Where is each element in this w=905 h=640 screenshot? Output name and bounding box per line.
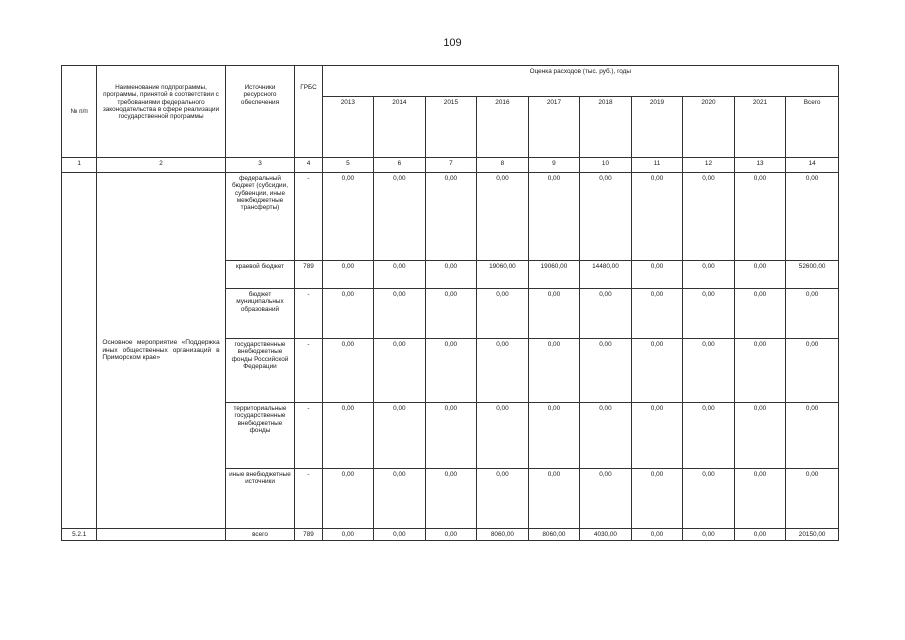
grbs-cell: - xyxy=(295,469,322,529)
value-cell: 0,00 xyxy=(425,173,477,261)
column-numbers-row xyxy=(62,158,839,173)
value-cell: 0,00 xyxy=(734,403,786,469)
value-cell: 0,00 xyxy=(477,403,529,469)
value-cell: 0,00 xyxy=(631,261,683,289)
col-header-name: Наименование подпрограммы, программы, принятой в соответствии с требованиями федерального законодательства в сфере реализации государственной программы xyxy=(97,66,225,158)
column-number: 6 xyxy=(374,158,426,173)
value-cell: 0,00 xyxy=(528,173,580,261)
source-cell: государственные внебюджетные фонды Российской Федерации xyxy=(225,339,295,403)
value-cell: 0,00 xyxy=(322,339,374,403)
source-cell: бюджет муниципальных образований xyxy=(225,289,295,339)
col-header-grbs: ГРБС xyxy=(295,66,322,158)
grbs-cell: - xyxy=(295,403,322,469)
value-cell: 0,00 xyxy=(528,289,580,339)
grbs-cell: - xyxy=(295,173,322,261)
value-cell: 0,00 xyxy=(786,469,839,529)
value-cell: 0,00 xyxy=(631,339,683,403)
value-cell: 0,00 xyxy=(631,469,683,529)
year-header: 2021 xyxy=(734,97,786,158)
value-cell: 0,00 xyxy=(374,403,426,469)
column-number: 5 xyxy=(322,158,374,173)
value-cell: 19060,00 xyxy=(477,261,529,289)
value-cell: 19060,00 xyxy=(528,261,580,289)
grbs-cell: 789 xyxy=(295,529,322,541)
column-number: 7 xyxy=(425,158,477,173)
year-header: 2015 xyxy=(425,97,477,158)
value-cell: 8060,00 xyxy=(477,529,529,541)
table-row xyxy=(62,173,839,261)
value-cell: 0,00 xyxy=(786,403,839,469)
year-header: 2016 xyxy=(477,97,529,158)
value-cell: 0,00 xyxy=(786,173,839,261)
value-cell: 0,00 xyxy=(631,529,683,541)
column-number: 9 xyxy=(528,158,580,173)
column-number: 4 xyxy=(295,158,322,173)
value-cell: 0,00 xyxy=(374,173,426,261)
value-cell: 0,00 xyxy=(477,173,529,261)
col-header-source: Источники ресурсного обеспечения xyxy=(225,66,295,158)
value-cell: 0,00 xyxy=(580,403,632,469)
column-number: 13 xyxy=(734,158,786,173)
page-number: 109 xyxy=(443,37,462,49)
year-header: 2014 xyxy=(374,97,426,158)
value-cell: 0,00 xyxy=(631,289,683,339)
value-cell: 0,00 xyxy=(734,289,786,339)
value-cell: 8060,00 xyxy=(528,529,580,541)
value-cell: 0,00 xyxy=(322,261,374,289)
value-cell: 0,00 xyxy=(683,261,735,289)
value-cell: 0,00 xyxy=(322,173,374,261)
grbs-cell: - xyxy=(295,339,322,403)
value-cell: 0,00 xyxy=(683,469,735,529)
value-cell: 0,00 xyxy=(528,403,580,469)
value-cell: 0,00 xyxy=(425,289,477,339)
value-cell: 0,00 xyxy=(374,529,426,541)
value-cell: 0,00 xyxy=(528,339,580,403)
year-header: 2017 xyxy=(528,97,580,158)
value-cell: 0,00 xyxy=(734,261,786,289)
year-header-total: Всего xyxy=(786,97,839,158)
row-number: 5.2.1 xyxy=(62,529,97,541)
value-cell: 0,00 xyxy=(322,469,374,529)
value-cell: 0,00 xyxy=(425,403,477,469)
source-cell: краевой бюджет xyxy=(225,261,295,289)
year-header: 2020 xyxy=(683,97,735,158)
value-cell: 0,00 xyxy=(580,469,632,529)
value-cell: 20150,00 xyxy=(786,529,839,541)
year-header: 2019 xyxy=(631,97,683,158)
value-cell: 0,00 xyxy=(631,403,683,469)
column-number: 14 xyxy=(786,158,839,173)
source-cell: территориальные государственные внебюджетные фонды xyxy=(225,403,295,469)
value-cell: 0,00 xyxy=(374,469,426,529)
value-cell: 0,00 xyxy=(683,289,735,339)
measure-title: Основное мероприятие «Поддержка иных общественных организаций в Приморском крае» xyxy=(97,173,225,529)
value-cell: 0,00 xyxy=(322,529,374,541)
value-cell: 14480,00 xyxy=(580,261,632,289)
source-cell-total: всего xyxy=(225,529,295,541)
value-cell: 0,00 xyxy=(683,339,735,403)
value-cell: 0,00 xyxy=(322,289,374,339)
value-cell: 0,00 xyxy=(734,469,786,529)
value-cell: 0,00 xyxy=(374,289,426,339)
value-cell: 0,00 xyxy=(374,339,426,403)
value-cell: 0,00 xyxy=(786,339,839,403)
value-cell: 0,00 xyxy=(528,469,580,529)
column-number: 12 xyxy=(683,158,735,173)
column-number: 10 xyxy=(580,158,632,173)
grbs-cell: - xyxy=(295,289,322,339)
source-cell: иные внебюджетные источники xyxy=(225,469,295,529)
header-row-top xyxy=(62,66,839,97)
value-cell: 0,00 xyxy=(322,403,374,469)
total-name-empty xyxy=(97,529,225,541)
value-cell: 0,00 xyxy=(477,339,529,403)
value-cell: 0,00 xyxy=(374,261,426,289)
col-header-number: № п/п xyxy=(62,66,97,158)
value-cell: 0,00 xyxy=(683,403,735,469)
column-number: 2 xyxy=(97,158,225,173)
value-cell: 0,00 xyxy=(580,339,632,403)
column-number: 3 xyxy=(225,158,295,173)
value-cell: 0,00 xyxy=(425,261,477,289)
value-cell: 0,00 xyxy=(734,173,786,261)
column-number: 11 xyxy=(631,158,683,173)
value-cell: 0,00 xyxy=(734,339,786,403)
total-row xyxy=(62,529,839,541)
value-cell: 0,00 xyxy=(477,469,529,529)
grbs-cell: 789 xyxy=(295,261,322,289)
column-number: 8 xyxy=(477,158,529,173)
row-number-empty xyxy=(62,173,97,529)
value-cell: 52600,00 xyxy=(786,261,839,289)
year-header: 2013 xyxy=(322,97,374,158)
value-cell: 0,00 xyxy=(477,289,529,339)
col-header-estimate: Оценка расходов (тыс. руб.), годы xyxy=(322,66,838,97)
value-cell: 0,00 xyxy=(734,529,786,541)
value-cell: 0,00 xyxy=(683,173,735,261)
value-cell: 0,00 xyxy=(425,529,477,541)
value-cell: 0,00 xyxy=(683,529,735,541)
year-header: 2018 xyxy=(580,97,632,158)
source-cell: федеральный бюджет (субсидии, субвенции, иные межбюджетные трансферты) xyxy=(225,173,295,261)
budget-table xyxy=(61,65,839,541)
value-cell: 0,00 xyxy=(425,339,477,403)
value-cell: 0,00 xyxy=(631,173,683,261)
value-cell: 0,00 xyxy=(580,289,632,339)
column-number: 1 xyxy=(62,158,97,173)
value-cell: 0,00 xyxy=(786,289,839,339)
value-cell: 0,00 xyxy=(580,173,632,261)
value-cell: 4030,00 xyxy=(580,529,632,541)
value-cell: 0,00 xyxy=(425,469,477,529)
